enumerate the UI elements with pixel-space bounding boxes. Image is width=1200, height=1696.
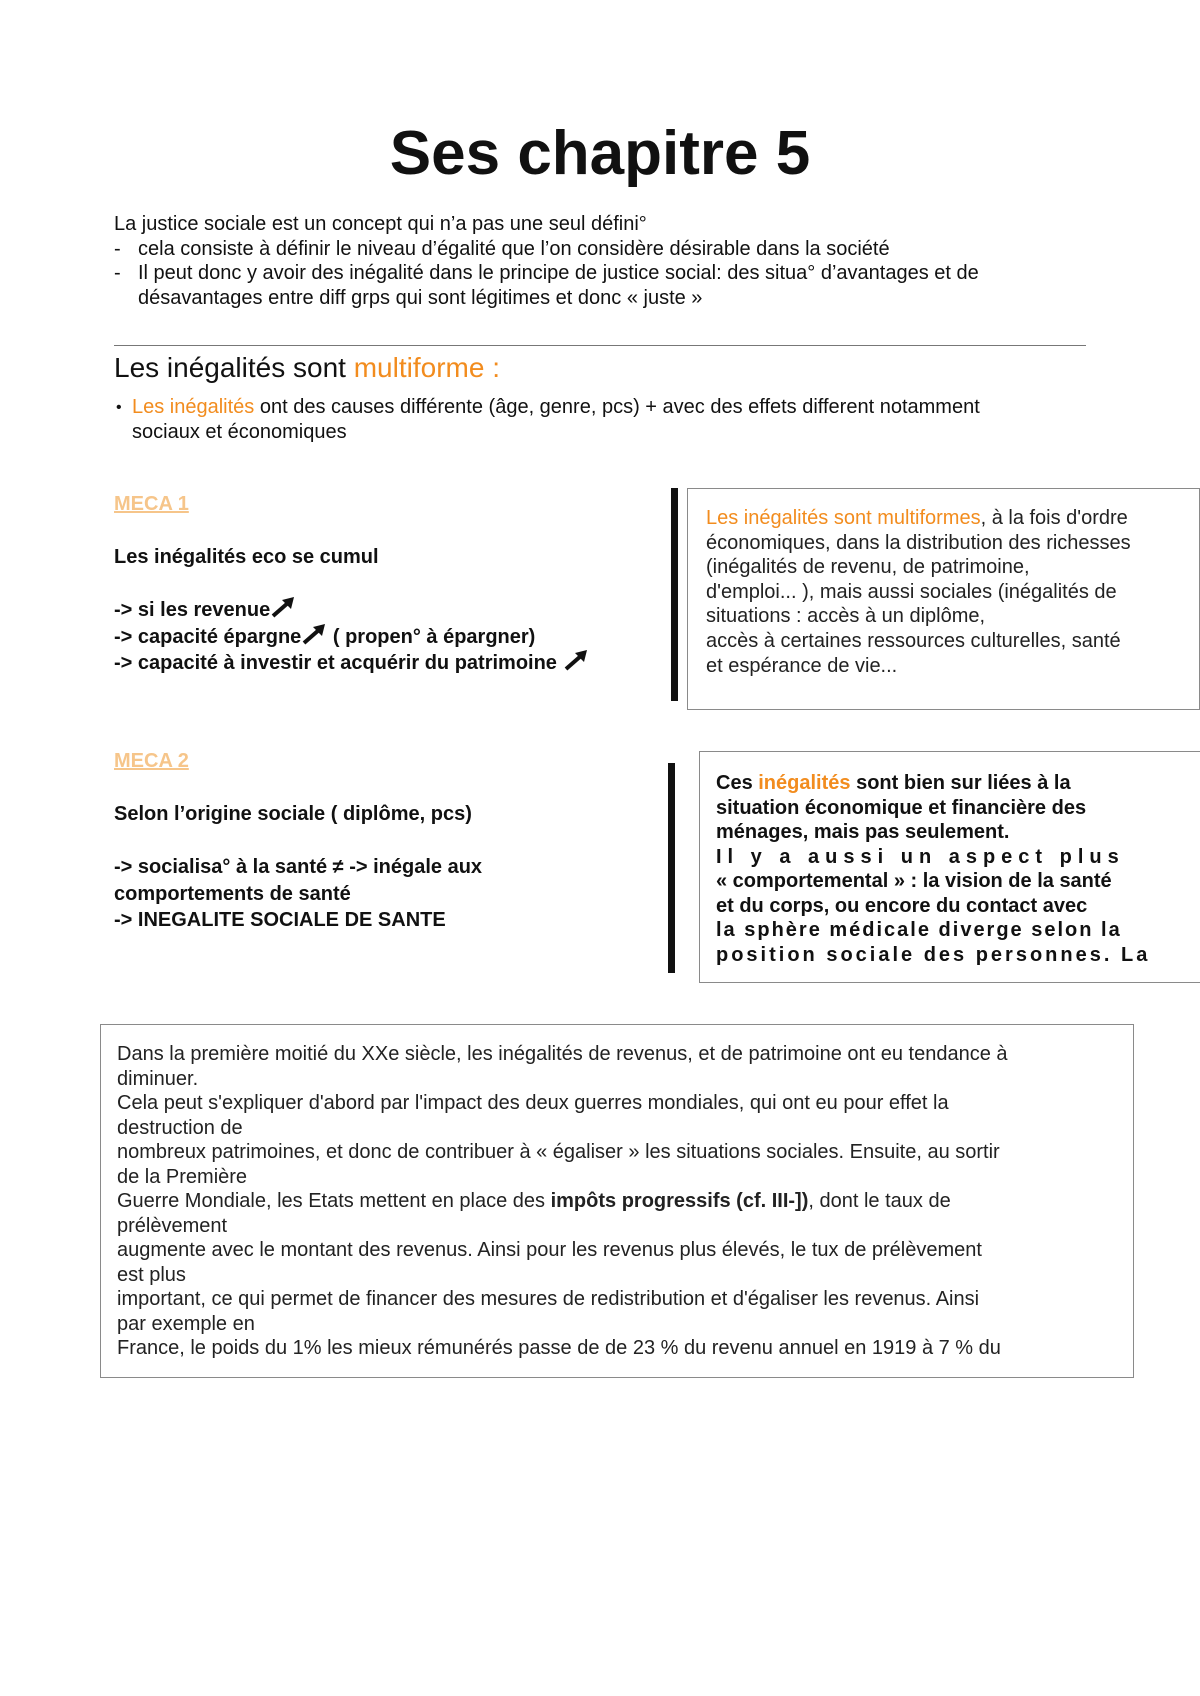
box-line: par exemple en — [117, 1312, 255, 1335]
heading-text: Les inégalités sont — [114, 352, 354, 383]
box-line: Il y a aussi un aspect plus — [716, 845, 1125, 868]
box-highlight: Les inégalités sont multiformes — [706, 507, 981, 529]
box-line: (inégalités de revenu, de patrimoine, — [706, 556, 1030, 579]
box-text: Guerre Mondiale, les Etats mettent en place des — [117, 1190, 551, 1212]
box-line: Cela peut s'expliquer d'abord par l'impact des deux guerres mondiales, qui ont eu pour effet la — [117, 1092, 949, 1114]
intro-list-item — [114, 237, 1114, 262]
box-line: « comportemental » : la vision de la santé — [716, 870, 1112, 892]
meca-2-list — [114, 854, 634, 934]
vertical-bar — [671, 488, 678, 701]
meca-1-line — [114, 597, 654, 624]
intro-item-text: cela consiste à définir le niveau d’égalité que l’on considère désirable dans la société — [138, 237, 890, 260]
box-line: position sociale des personnes. La — [716, 943, 1151, 966]
box-line: d'emploi... ), mais aussi sociales (inégalités de — [706, 580, 1117, 603]
box-line: et du corps, ou encore du contact avec — [716, 894, 1088, 917]
vertical-bar — [668, 763, 675, 973]
box-line: accès à certaines ressources culturelles, santé — [706, 629, 1121, 652]
box-line: est plus — [117, 1263, 186, 1286]
meca-2-label: MECA 2 — [114, 750, 189, 772]
box-line — [716, 771, 1184, 796]
intro-item-text: désavantages entre diff grps qui sont légitimes et donc « juste » — [138, 286, 703, 309]
meca-1-line-text: -> capacité à investir et acquérir du patrimoine — [114, 652, 557, 674]
box-text: sont bien sur liées à la — [850, 772, 1071, 794]
meca-1-list — [114, 597, 654, 677]
box-line — [706, 506, 1181, 531]
meca-1-line-text: ( propen° à épargner) — [327, 625, 536, 648]
dash-marker: - — [114, 237, 121, 260]
meca-1-line-text: -> si les revenue — [114, 599, 271, 621]
box-line: diminuer. — [117, 1067, 199, 1090]
bullet-highlight: Les inégalités — [132, 396, 255, 418]
box-line: de la Première — [117, 1165, 248, 1188]
box-line: France, le poids du 1% les mieux rémunérés passe de de 23 % du revenu annuel en 1919 à 7 % du — [117, 1337, 1001, 1359]
heading-highlight: multiforme : — [353, 352, 500, 383]
box-line: Dans la première moitié du XXe siècle, les inégalités de revenus, et de patrimoine ont eu tendance à — [117, 1043, 1008, 1065]
info-box-multiformes — [687, 488, 1200, 710]
box-text: Ces — [716, 772, 759, 794]
bullet-text: ont des causes différente (âge, genre, pcs) + avec des effets different notamment — [254, 396, 980, 418]
intro-line: La justice sociale est un concept qui n’a pas une seul défini° — [114, 213, 647, 235]
box-line: nombreux patrimoines, et donc de contribuer à « égaliser » les situations sociales. Ensuite, au sortir — [117, 1141, 1000, 1163]
arrow-up-right-icon — [270, 597, 296, 619]
arrow-up-right-icon — [301, 624, 327, 646]
intro-block — [114, 212, 1114, 310]
box-line: important, ce qui permet de financer des mesures de redistribution et d'égaliser les revenus. Ainsi — [117, 1288, 980, 1310]
dash-marker: - — [114, 262, 121, 284]
meca-1-label: MECA 1 — [114, 493, 189, 515]
box-line: la sphère médicale diverge selon la — [716, 919, 1122, 941]
meca-1-line-text: -> capacité épargne — [114, 625, 302, 648]
box-bold-text: impôts progressifs (cf. III-]) — [550, 1190, 809, 1212]
meca-1-line — [114, 650, 654, 677]
arrow-up-right-icon — [563, 650, 589, 672]
box-text: , dont le taux de — [808, 1190, 951, 1212]
info-box-sante — [699, 751, 1200, 983]
bullet-item — [114, 395, 1104, 445]
box-line: et espérance de vie... — [706, 654, 898, 677]
meca-2-line: -> INEGALITE SOCIALE DE SANTE — [114, 909, 446, 931]
box-line: prélèvement — [117, 1214, 228, 1237]
box-line: situation économique et financière des — [716, 796, 1087, 819]
page-title: Ses chapitre 5 — [389, 119, 811, 188]
meca-1-subtitle: Les inégalités eco se cumul — [114, 546, 379, 568]
bullet-marker: • — [116, 399, 122, 416]
box-line — [117, 1189, 1117, 1214]
box-line: ménages, mais pas seulement. — [716, 821, 1010, 843]
box-text: , à la fois d'ordre — [980, 507, 1128, 529]
bullet-text: sociaux et économiques — [132, 421, 347, 443]
intro-list-item — [114, 261, 1114, 310]
intro-item-text: Il peut donc y avoir des inégalité dans le principe de justice social: des situa° d’avantages et de — [138, 262, 979, 284]
section-heading — [114, 352, 500, 384]
meca-1-line — [114, 624, 654, 651]
info-box-histoire — [100, 1024, 1134, 1378]
box-line: destruction de — [117, 1116, 243, 1139]
box-line: augmente avec le montant des revenus. Ainsi pour les revenus plus élevés, le tux de prélèvement — [117, 1239, 982, 1261]
box-line: économiques, dans la distribution des richesses — [706, 531, 1131, 554]
meca-2-subtitle: Selon l’origine sociale ( diplôme, pcs) — [114, 803, 472, 825]
divider — [114, 345, 1086, 346]
box-line: situations : accès à un diplôme, — [706, 605, 986, 628]
meca-2-line: comportements de santé — [114, 882, 351, 905]
meca-2-line: -> socialisa° à la santé ≠ -> inégale aux — [114, 856, 483, 878]
box-highlight: inégalités — [758, 772, 851, 794]
